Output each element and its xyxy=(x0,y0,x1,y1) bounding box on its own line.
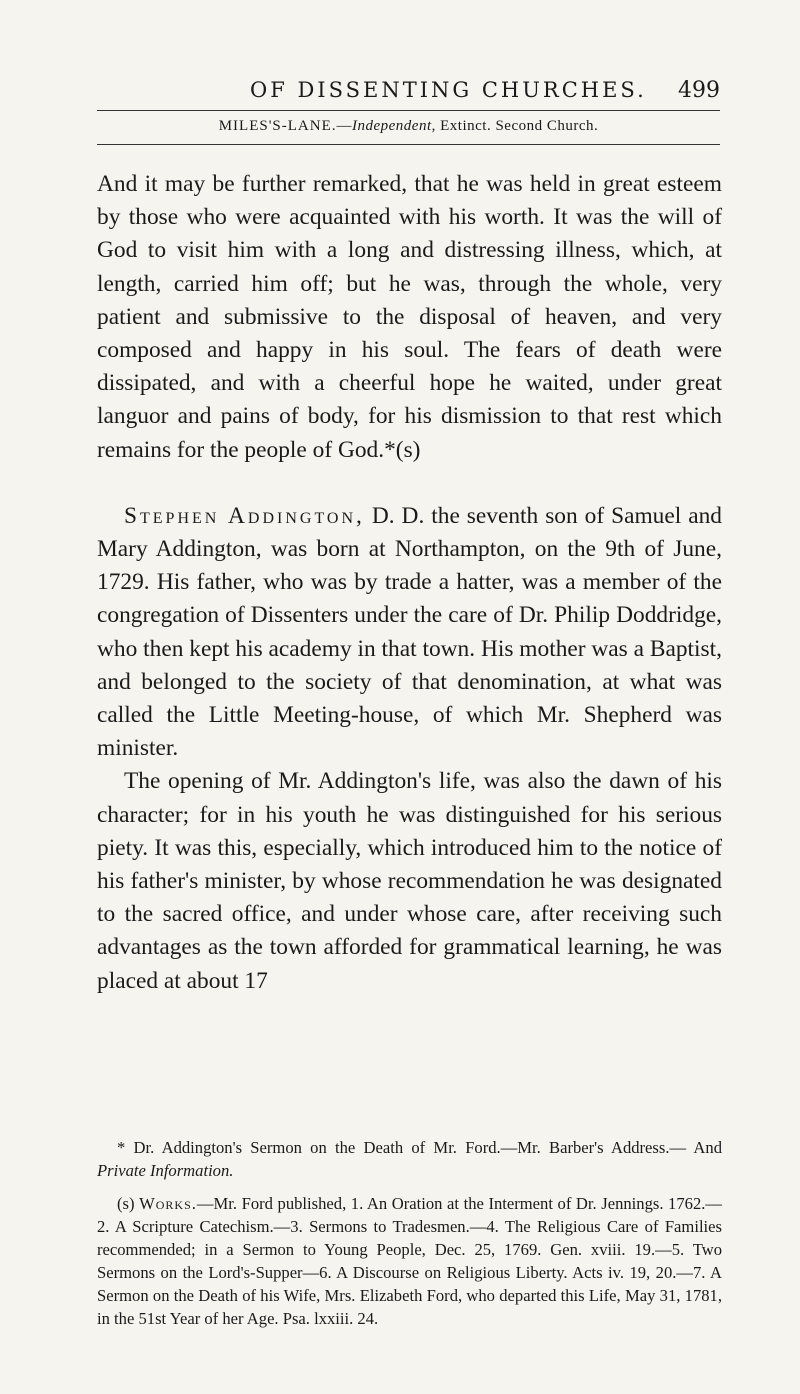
section-head-place: MILES'S-LANE. xyxy=(218,118,337,134)
header-rule-bottom xyxy=(97,144,720,145)
footnote-s xyxy=(97,1192,722,1330)
footnote-s-works: Works. xyxy=(139,1194,197,1213)
footnote-star-text: * Dr. Addington's Sermon on the Death of Mr. Ford.—Mr. Barber's Address.— And xyxy=(117,1138,722,1157)
paragraph-2 xyxy=(97,500,722,766)
running-head xyxy=(250,78,720,103)
paragraph-2-text: D. D. the seventh son of Samuel and Mary Addington, was born at Northampton, on the 9th of June, 1729. His father, who was by trade a hatter, was a member of the congregation of Dissenters under the care of Dr. Philip Doddridge, who then kept his academy in that town. His mother was a Baptist, and belonged to the society of that denomination, at what was called the Little Meeting-house, of which Mr. Shepherd was minister. xyxy=(97,502,722,762)
running-head-title: OF DISSENTING CHURCHES. xyxy=(250,78,647,102)
paragraph-1: And it may be further remarked, that he was held in great esteem by those who were acquainted with his worth. It was the will of God to visit him with a long and distressing illness, which, at length, carried him off; but he was, through the whole, very patient and submissive to the disposal of heaven, and very composed and happy in his soul. The fears of death were dissipated, and with a cheerful hope he waited, under great languor and pains of body, for his dismission to that rest which remains for the people of God.*(s) xyxy=(97,171,722,463)
footnote-star-italic: Private Information. xyxy=(97,1161,234,1180)
subject-name: Stephen Addington, xyxy=(124,502,365,529)
section-head xyxy=(97,118,720,135)
body-text xyxy=(97,168,722,998)
section-head-dash: — xyxy=(336,118,352,134)
footnote-s-label: (s) xyxy=(117,1194,140,1213)
section-head-denomination: Independent xyxy=(352,118,432,134)
footnotes xyxy=(97,1136,722,1330)
header-rule-top xyxy=(97,110,720,111)
paragraph-3: The opening of Mr. Addington's life, was also the dawn of his character; for in his youth he was distinguished for his serious piety. It was this, especially, which introduced him to the notice of his father's minister, by whose recommendation he was designated to the sacred office, and under whose care, after receiving such advantages as the town afforded for grammatical learning, he was placed at about 17 xyxy=(97,768,722,994)
page-number: 499 xyxy=(678,78,720,103)
section-head-rest: , Extinct. Second Church. xyxy=(431,118,599,134)
footnote-star xyxy=(97,1136,722,1182)
footnote-s-text: —Mr. Ford published, 1. An Oration at the Interment of Dr. Jennings. 1762.—2. A Scripture Catechism.—3. Sermons to Tradesmen.—4. The Religious Care of Families recommended; in a Sermon to Young People, Dec. 25, 1769. Gen. xviii. 19.—5. Two Sermons on the Lord's-Supper—6. A Discourse on Religious Liberty. Acts iv. 19, 20.—7. A Sermon on the Death of his Wife, Mrs. Elizabeth Ford, who departed this Life, May 31, 1781, in the 51st Year of her Age. Psa. lxxiii. 24. xyxy=(97,1194,722,1328)
